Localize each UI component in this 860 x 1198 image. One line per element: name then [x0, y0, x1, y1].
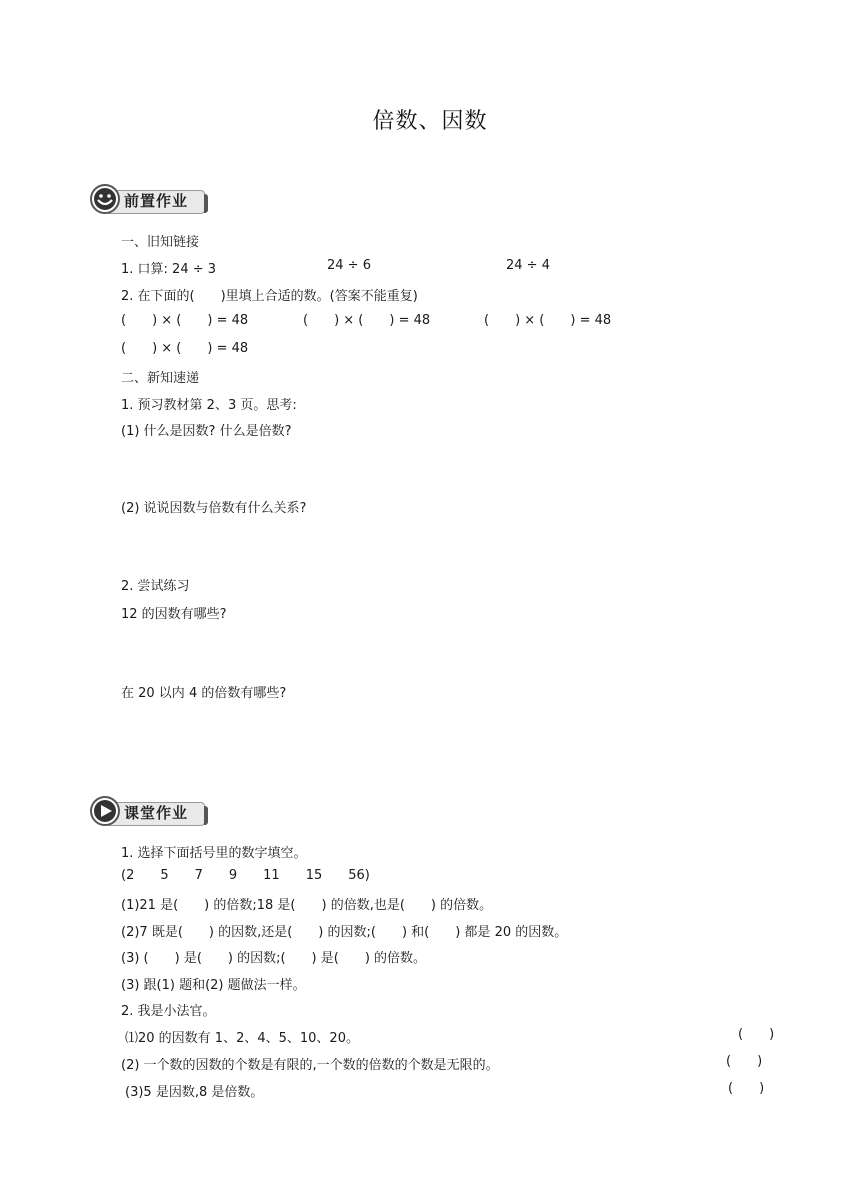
answer-blank-2[interactable]: ( ) — [726, 1054, 763, 1069]
q1-oral-c: 24 ÷ 4 — [506, 258, 550, 273]
practice-heading: 2. 尝试练习 — [121, 579, 190, 594]
q1-oral-b: 24 ÷ 6 — [327, 258, 371, 273]
classwork-q1-1: (1)21 是( ) 的倍数;18 是( ) 的倍数,也是( ) 的倍数。 — [121, 898, 493, 913]
practice-question-1: 12 的因数有哪些? — [121, 607, 227, 622]
section-badge-preview — [90, 184, 208, 216]
equation-2: ( ) × ( ) = 48 — [303, 313, 431, 328]
section-title: 课堂作业 — [124, 804, 189, 822]
play-icon — [90, 796, 120, 826]
judge-statement-3: (3)5 是因数,8 是倍数。 — [125, 1085, 264, 1100]
q1-oral-a: 1. 口算: 24 ÷ 3 — [121, 262, 217, 277]
think-question-2: (2) 说说因数与倍数有什么关系? — [121, 501, 307, 516]
judge-statement-1: ⑴20 的因数有 1、2、4、5、10、20。 — [125, 1031, 359, 1046]
smile-icon — [90, 184, 120, 214]
part1-heading: 一、旧知链接 — [121, 235, 200, 250]
classwork-q2: 2. 我是小法官。 — [121, 1004, 216, 1019]
number-choices: (2 5 7 9 11 15 56) — [121, 868, 370, 883]
answer-blank-1[interactable]: ( ) — [738, 1027, 775, 1042]
practice-question-2: 在 20 以内 4 的倍数有哪些? — [121, 686, 287, 701]
classwork-q1-3: (3) ( ) 是( ) 的因数;( ) 是( ) 的倍数。 — [121, 951, 427, 966]
answer-blank-3[interactable]: ( ) — [728, 1081, 765, 1096]
classwork-q1: 1. 选择下面括号里的数字填空。 — [121, 846, 307, 861]
part2-heading: 二、新知速递 — [121, 371, 200, 386]
equation-1: ( ) × ( ) = 48 — [121, 313, 249, 328]
equation-3: ( ) × ( ) = 48 — [484, 313, 612, 328]
judge-statement-2: (2) 一个数的因数的个数是有限的,一个数的倍数的个数是无限的。 — [121, 1058, 499, 1073]
equation-4: ( ) × ( ) = 48 — [121, 341, 249, 356]
classwork-q1-4: (3) 跟(1) 题和(2) 题做法一样。 — [121, 978, 306, 993]
preview-question: 1. 预习教材第 2、3 页。思考: — [121, 398, 297, 413]
classwork-q1-2: (2)7 既是( ) 的因数,还是( ) 的因数;( ) 和( ) 都是 20 的因数。 — [121, 925, 568, 940]
section-badge-classwork — [90, 796, 208, 828]
section-title: 前置作业 — [124, 192, 189, 210]
q2-instruction: 2. 在下面的( )里填上合适的数。(答案不能重复) — [121, 289, 418, 304]
page-title: 倍数、因数 — [372, 109, 488, 134]
think-question-1: (1) 什么是因数? 什么是倍数? — [121, 424, 292, 439]
